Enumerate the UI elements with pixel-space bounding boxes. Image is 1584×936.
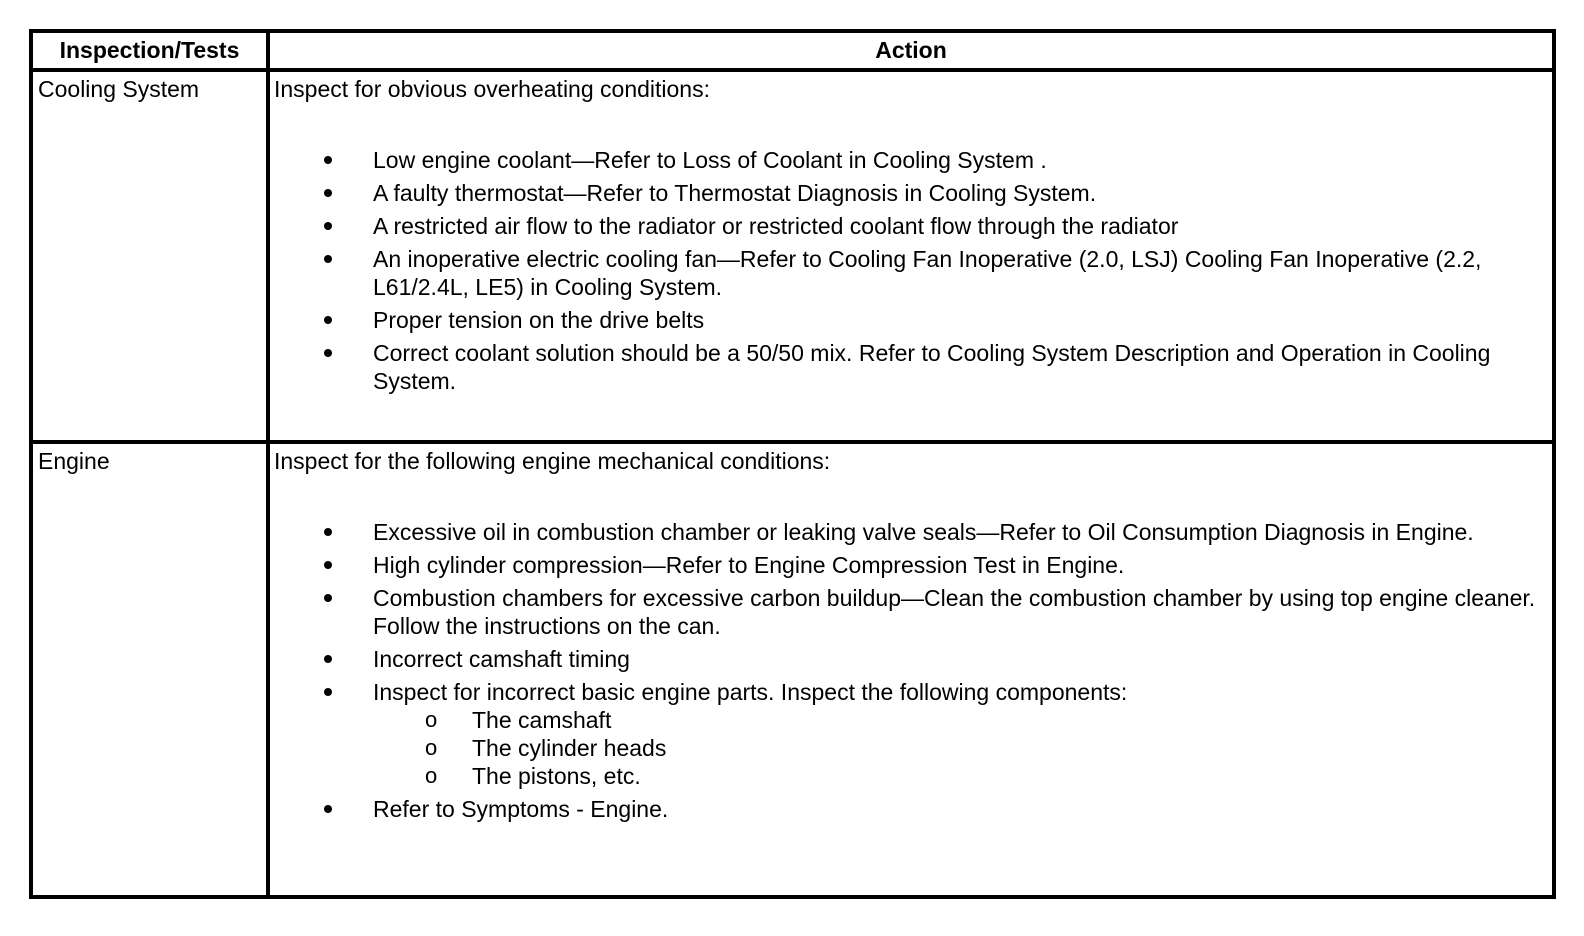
table-row-cooling-system — [31, 70, 1554, 442]
action-cell-engine — [268, 442, 1554, 897]
list-item: A faulty thermostat—Refer to Thermostat Diagnosis in Cooling System. — [274, 179, 1540, 207]
action-cell-cooling-system — [268, 70, 1554, 442]
list-item: Combustion chambers for excessive carbon buildup—Clean the combustion chamber by using top engine cleaner. Follow the instructions on the can. — [274, 584, 1540, 640]
sub-list-item: o The cylinder heads — [373, 734, 1540, 762]
list-item: High cylinder compression—Refer to Engine Compression Test in Engine. — [274, 551, 1540, 579]
action-intro: Inspect for obvious overheating conditions: — [274, 76, 710, 102]
list-item: Correct coolant solution should be a 50/50 mix. Refer to Cooling System Description and Operation in Cooling System. — [274, 339, 1540, 395]
list-item: Excessive oil in combustion chamber or leaking valve seals—Refer to Oil Consumption Diagnosis in Engine. — [274, 518, 1540, 546]
inspection-table — [29, 29, 1556, 899]
sub-list-item: o The camshaft — [373, 706, 1540, 734]
sub-list-item: o The pistons, etc. — [373, 762, 1540, 790]
bullet-list — [274, 146, 1540, 395]
header-inspection-tests: Inspection/Tests — [31, 31, 268, 70]
list-item-text: Inspect for incorrect basic engine parts. Inspect the following components: — [373, 679, 1128, 705]
list-item: A restricted air flow to the radiator or restricted coolant flow through the radiator — [274, 212, 1540, 240]
header-action: Action — [268, 31, 1554, 70]
list-item: Refer to Symptoms - Engine. — [274, 795, 1540, 823]
sub-list — [373, 706, 1540, 790]
row-label-cooling-system: Cooling System — [31, 70, 268, 442]
list-item: Proper tension on the drive belts — [274, 306, 1540, 334]
list-item: Low engine coolant—Refer to Loss of Coolant in Cooling System . — [274, 146, 1540, 174]
bullet-list — [274, 518, 1540, 823]
row-label-engine: Engine — [31, 442, 268, 897]
header-row — [31, 31, 1554, 70]
action-intro: Inspect for the following engine mechanical conditions: — [274, 448, 831, 474]
list-item-with-subitems — [274, 678, 1540, 790]
list-item: An inoperative electric cooling fan—Refer to Cooling Fan Inoperative (2.0, LSJ) Cooling Fan Inoperative (2.2, L61/2.4L, LE5) in Cooling System. — [274, 245, 1540, 301]
table-row-engine — [31, 442, 1554, 897]
list-item: Incorrect camshaft timing — [274, 645, 1540, 673]
